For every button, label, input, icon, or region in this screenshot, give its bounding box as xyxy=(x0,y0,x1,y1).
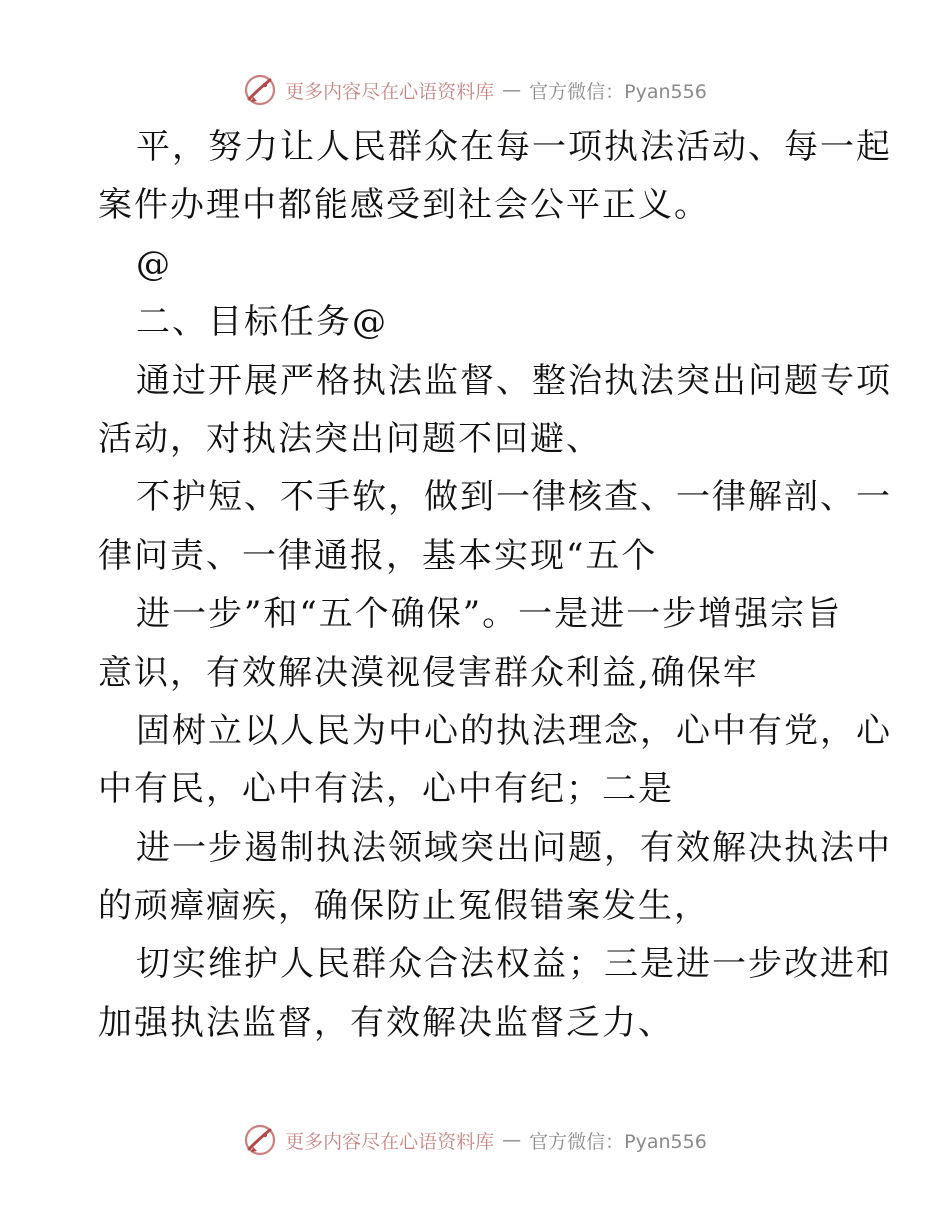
text-line: 切实维护人民群众合法权益；三是进一步改进和 xyxy=(136,944,892,985)
text-line: 加强执法监督，有效解决监督乏力、 xyxy=(98,1002,674,1043)
text-line: 通过开展严格执法监督、整治执法突出问题专项 xyxy=(136,360,892,401)
text-line: 固树立以人民为中心的执法理念，心中有党，心 xyxy=(136,710,892,751)
text-line: 中有民，心中有法，心中有纪；二是 xyxy=(98,769,674,810)
text-line: 意识，有效解决漠视侵害群众利益,确保牢 xyxy=(98,652,759,693)
watermark-separator: — xyxy=(502,1129,522,1151)
document-body xyxy=(98,118,892,1052)
text-line: 进一步遏制执法领域突出问题，有效解决执法中 xyxy=(136,827,892,868)
text-line: 案件办理中都能感受到社会公平正义。 xyxy=(98,185,710,226)
watermark-brand-text: 更多内容尽在心语资料库 xyxy=(285,80,495,103)
watermark-separator: — xyxy=(502,79,522,101)
text-line: 不护短、不手软，做到一律核查、一律解剖、一 xyxy=(136,477,892,518)
text-line: 律问责、一律通报，基本实现“五个 xyxy=(98,535,658,576)
pen-logo-icon xyxy=(243,1123,277,1157)
text-line: 进一步”和“五个确保”。一是进一步增强宗旨 xyxy=(136,594,843,635)
text-line: 活动，对执法突出问题不回避、 xyxy=(98,418,602,459)
header-watermark xyxy=(0,72,950,108)
watermark-contact-text: 官方微信：Pyan556 xyxy=(529,80,707,103)
text-line: @ xyxy=(136,243,172,284)
section-heading: 二、目标任务@ xyxy=(136,302,388,343)
footer-watermark xyxy=(0,1122,950,1158)
text-line: 平，努力让人民群众在每一项执法活动、每一起 xyxy=(136,127,892,167)
watermark-brand-text: 更多内容尽在心语资料库 xyxy=(285,1130,495,1153)
watermark-contact-text: 官方微信：Pyan556 xyxy=(529,1130,707,1153)
text-line: 的顽瘴痼疾，确保防止冤假错案发生， xyxy=(98,886,710,927)
pen-logo-icon xyxy=(243,73,277,107)
